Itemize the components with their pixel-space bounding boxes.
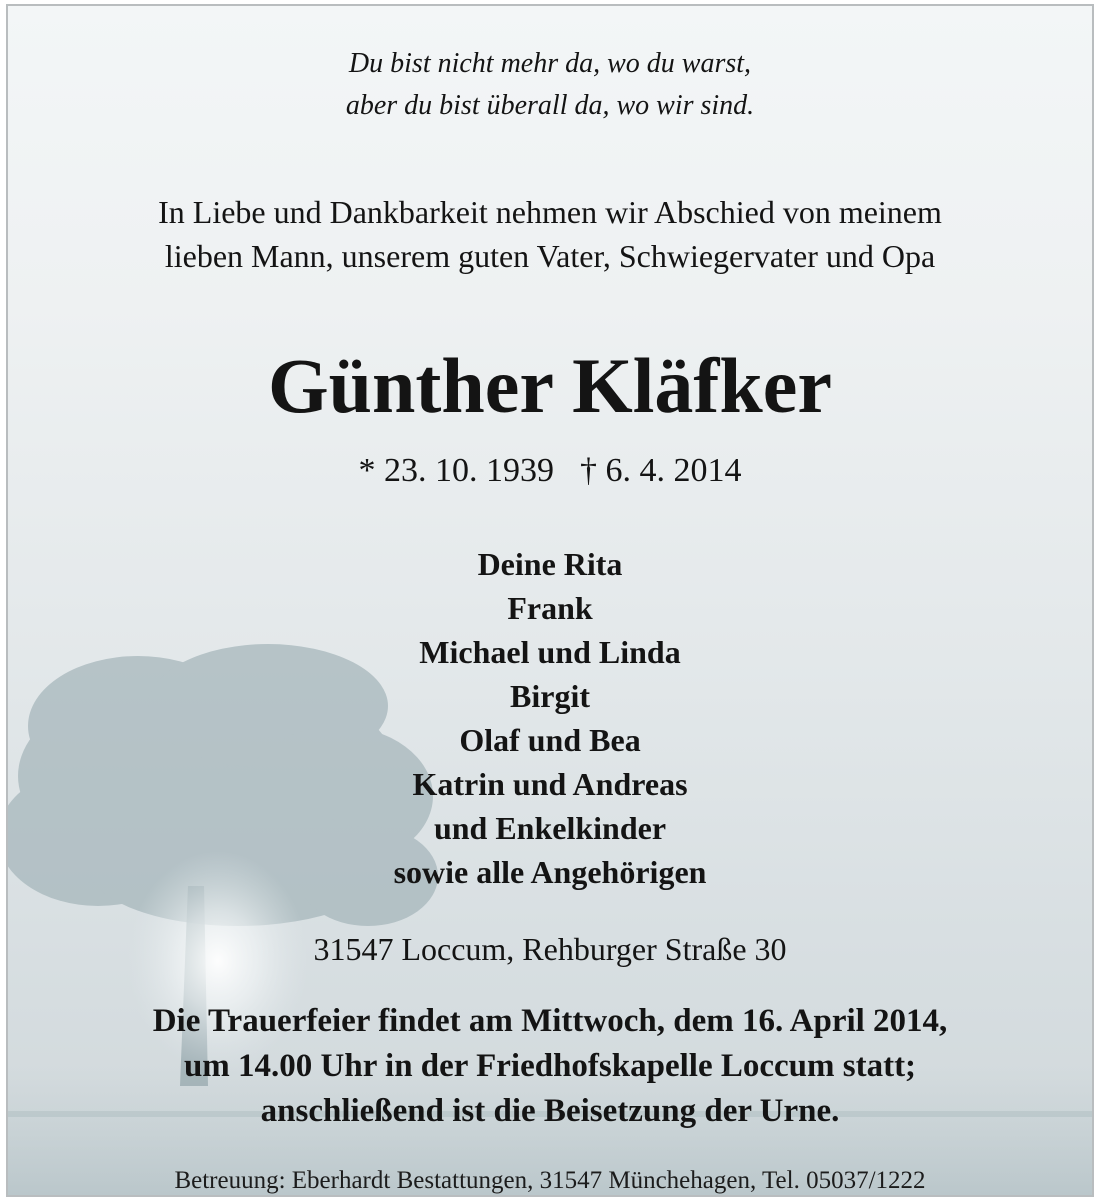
- life-dates: [8, 449, 1092, 493]
- mourner-1: Deine Rita: [477, 546, 623, 582]
- service-line-3: anschließend ist die Beisetzung der Urne.: [260, 1093, 840, 1129]
- service-line-1: Die Trauerfeier findet am Mittwoch, dem 16. April 2014,: [152, 1003, 948, 1039]
- mourner-3: Michael und Linda: [419, 634, 681, 670]
- service-line-2: um 14.00 Uhr in der Friedhofskapelle Loccum statt;: [183, 1048, 917, 1084]
- motto-line-2: aber du bist überall da, wo wir sind.: [345, 90, 755, 121]
- motto-line-1: Du bist nicht mehr da, wo du warst,: [348, 48, 752, 79]
- mourner-2: Frank: [507, 590, 593, 626]
- mourner-5: Olaf und Bea: [459, 722, 641, 758]
- mourner-8: sowie alle Angehörigen: [393, 854, 707, 890]
- deceased-name: Günther Kläfker: [267, 342, 833, 429]
- intro-line-1: In Liebe und Dankbarkeit nehmen wir Abschied von meinem: [158, 194, 942, 230]
- family-address: 31547 Loccum, Rehburger Straße 30: [313, 931, 787, 967]
- obituary-notice: [6, 4, 1094, 1197]
- death-date: † 6. 4. 2014: [580, 452, 742, 489]
- intro-line-2: lieben Mann, unserem guten Vater, Schwiegervater und Opa: [164, 238, 936, 274]
- funeral-home-footer: Betreuung: Eberhardt Bestattungen, 31547 Münchehagen, Tel. 05037/1222: [174, 1167, 926, 1194]
- mourner-6: Katrin und Andreas: [412, 766, 688, 802]
- mourner-4: Birgit: [510, 678, 590, 714]
- mourner-7: und Enkelkinder: [433, 810, 667, 846]
- birth-date: * 23. 10. 1939: [358, 452, 554, 489]
